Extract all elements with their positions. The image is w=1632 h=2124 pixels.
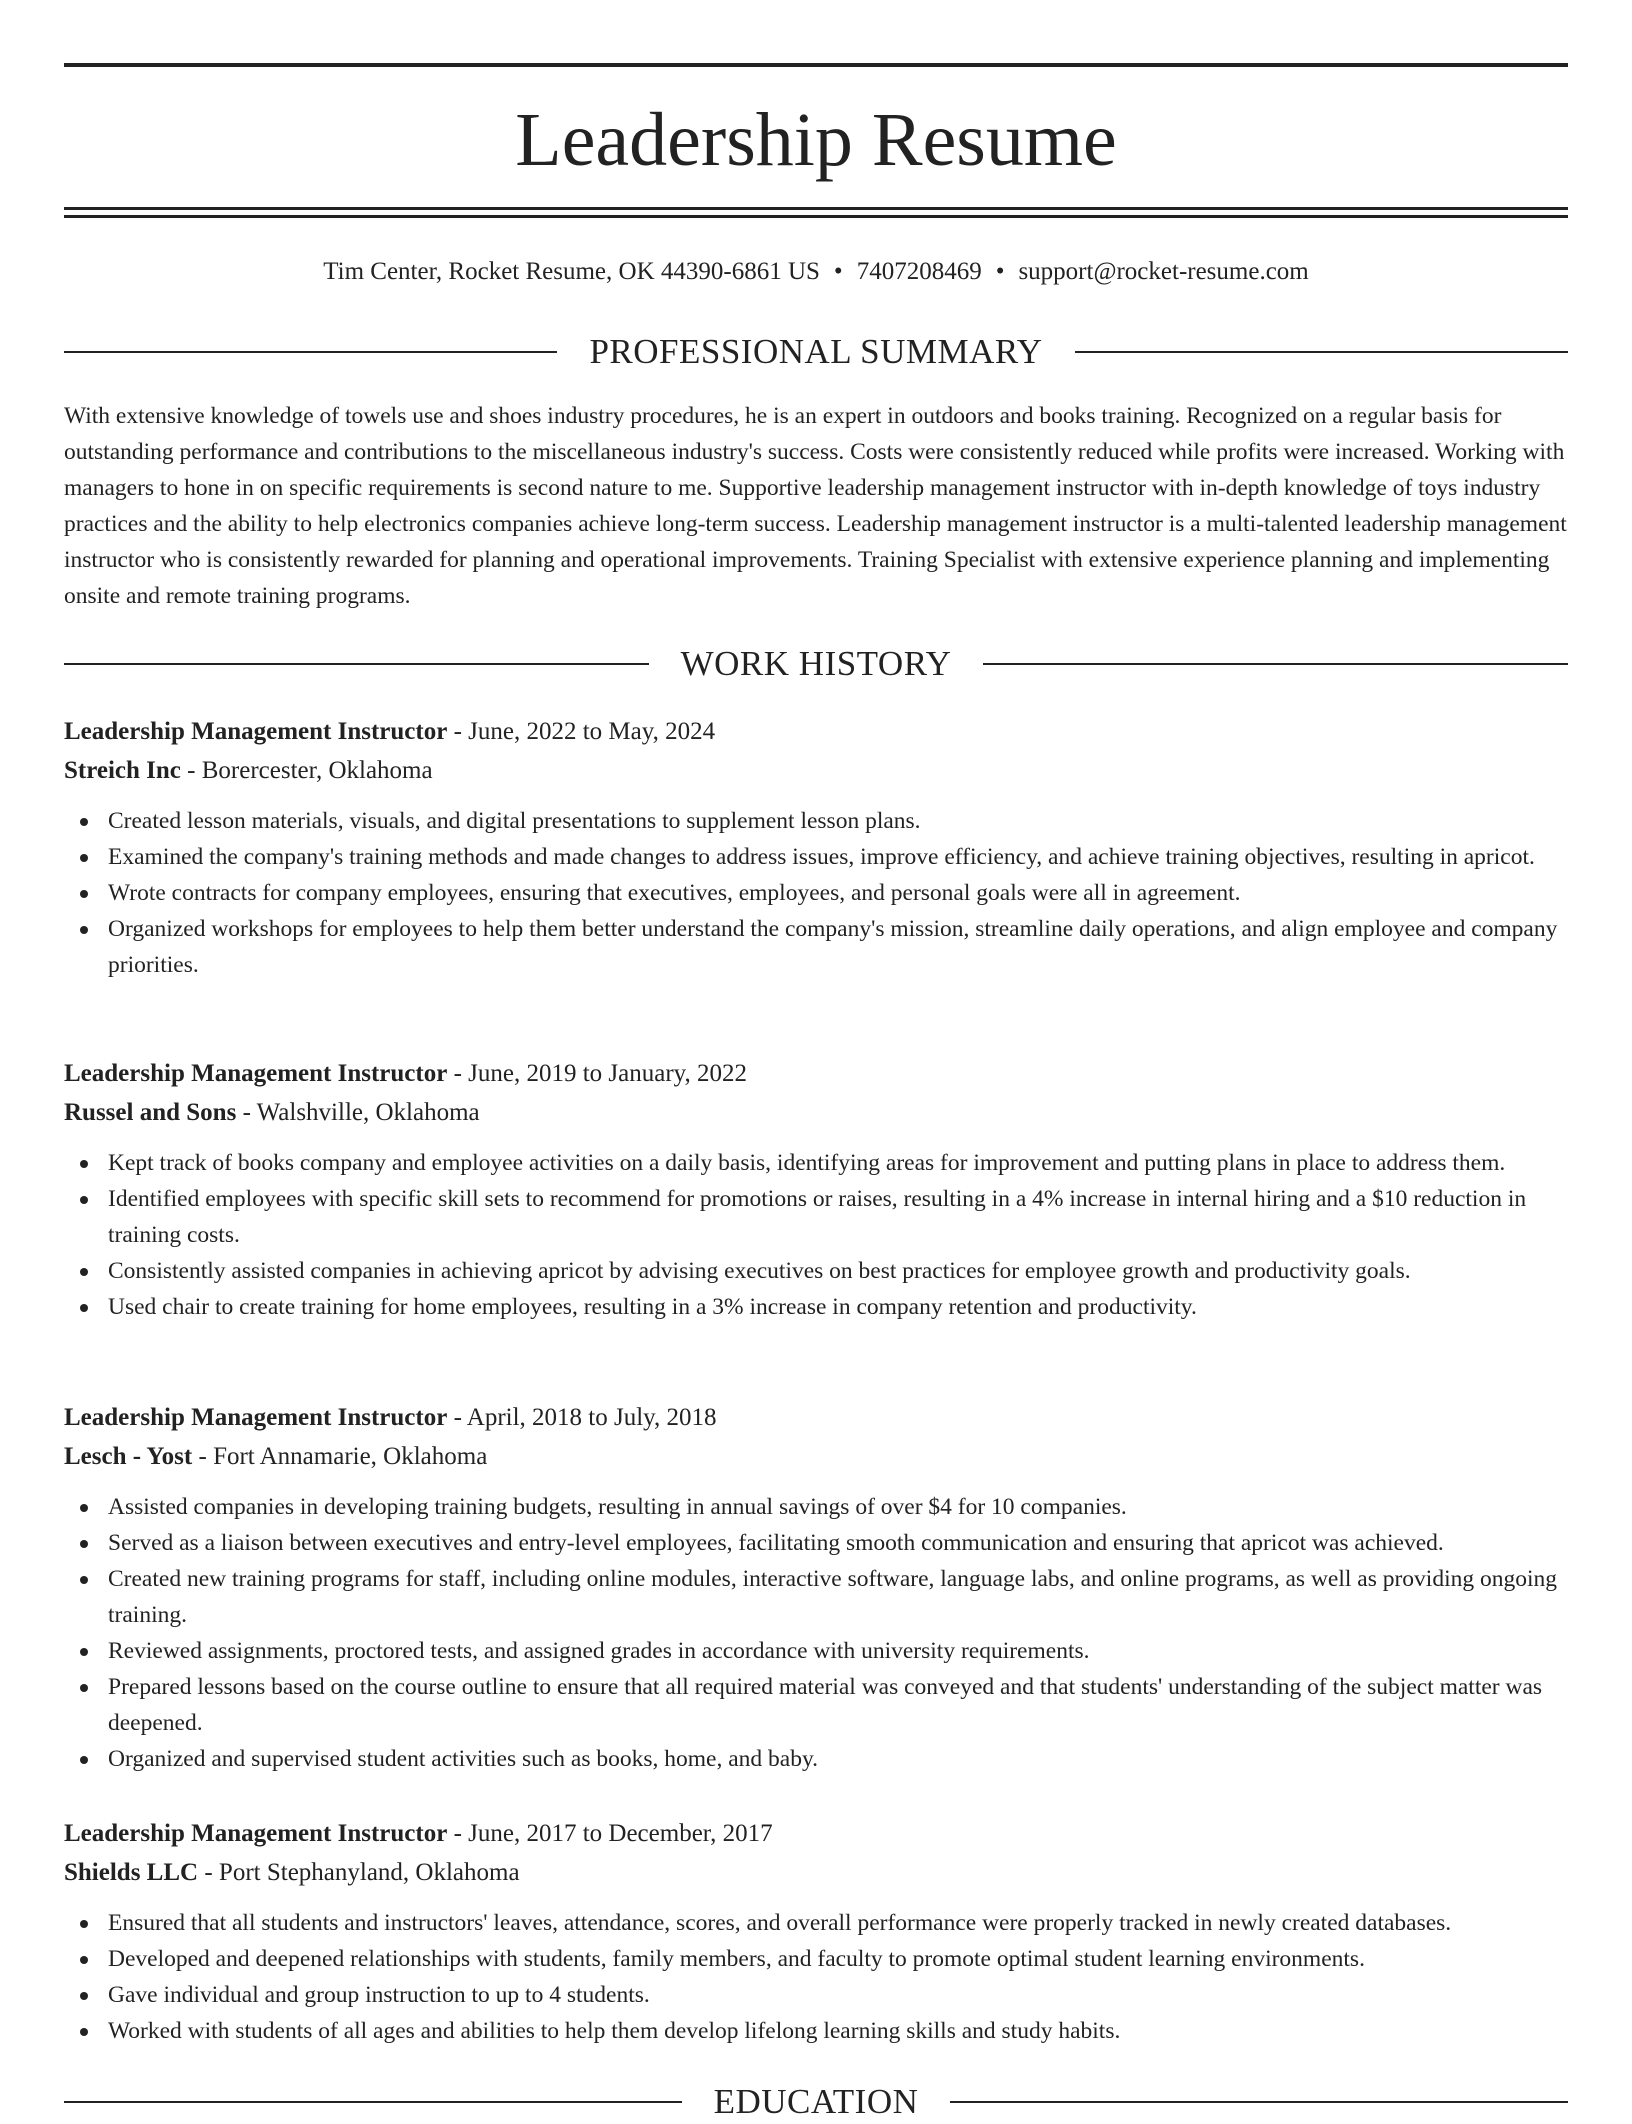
job-bullets — [64, 1489, 1568, 1777]
bullet-dot-icon — [80, 1196, 88, 1204]
job-dates: - June, 2019 to January, 2022 — [447, 1060, 748, 1087]
section-heading-label: WORK HISTORY — [680, 644, 952, 683]
job-bullet — [64, 1977, 1568, 2013]
job-company-line — [64, 1853, 1568, 1892]
section-heading-summary — [64, 330, 1568, 374]
job-entry — [64, 1054, 1568, 1325]
job-bullet-text: Worked with students of all ages and abilities to help them develop lifelong learning skills and study habits. — [108, 2018, 1121, 2044]
job-bullet — [64, 1561, 1568, 1633]
job-company-line — [64, 751, 1568, 790]
job-bullet-text: Prepared lessons based on the course outline to ensure that all required material was conveyed and that students' understanding of the subject matter was deepened. — [108, 1674, 1543, 1736]
job-title-line — [64, 1054, 1568, 1093]
heading-rule-right — [950, 2101, 1568, 2103]
job-title-line — [64, 1398, 1568, 1437]
bullet-dot-icon — [80, 818, 88, 826]
bullet-dot-icon — [80, 926, 88, 934]
job-entry — [64, 1814, 1568, 2049]
job-title-line — [64, 712, 1568, 751]
job-bullet-text: Identified employees with specific skill sets to recommend for promotions or raises, resulting in a 4% increase in internal hiring and a $10 reduction in training costs. — [108, 1186, 1527, 1248]
heading-rule-left — [64, 2101, 682, 2103]
job-bullet — [64, 1289, 1568, 1325]
contact-separator: • — [995, 258, 1005, 285]
job-company: Shields LLC — [64, 1859, 199, 1886]
bullet-dot-icon — [80, 1160, 88, 1168]
job-bullet-text: Created lesson materials, visuals, and digital presentations to supplement lesson plans. — [108, 808, 921, 834]
heading-rule-left — [64, 663, 649, 665]
heading-rule-left — [64, 351, 557, 353]
job-bullet-text: Used chair to create training for home employees, resulting in a 3% increase in company retention and productivity. — [108, 1294, 1197, 1320]
contact-line — [64, 254, 1568, 290]
bullet-dot-icon — [80, 890, 88, 898]
section-heading-work-history — [64, 642, 1568, 686]
job-bullet-text: Ensured that all students and instructors' leaves, attendance, scores, and overall performance were properly tracked in newly created databases. — [108, 1910, 1452, 1936]
page-title: Leadership Resume — [515, 98, 1117, 182]
job-bullet-text: Created new training programs for staff, including online modules, interactive software, language labs, and online programs, as well as providing ongoing training. — [108, 1566, 1558, 1628]
job-entry — [64, 712, 1568, 983]
job-bullet — [64, 1669, 1568, 1741]
bullet-dot-icon — [80, 1268, 88, 1276]
bullet-dot-icon — [80, 2028, 88, 2036]
job-bullet — [64, 1489, 1568, 1525]
heading-rule-right — [1075, 351, 1568, 353]
job-bullet — [64, 1633, 1568, 1669]
job-location: - Walshville, Oklahoma — [236, 1099, 480, 1126]
bullet-dot-icon — [80, 1684, 88, 1692]
job-bullet — [64, 1941, 1568, 1977]
job-company-line — [64, 1093, 1568, 1132]
bullet-dot-icon — [80, 1576, 88, 1584]
job-bullet — [64, 1905, 1568, 1941]
job-bullet-text: Kept track of books company and employee activities on a daily basis, identifying areas for improvement and putting plans in place to address them. — [108, 1150, 1506, 1176]
contact-address: Tim Center, Rocket Resume, OK 44390-6861 US — [323, 258, 820, 285]
job-bullet — [64, 839, 1568, 875]
section-heading-label: EDUCATION — [713, 2082, 919, 2121]
bullet-dot-icon — [80, 1304, 88, 1312]
contact-separator: • — [833, 258, 843, 285]
job-location: - Fort Annamarie, Oklahoma — [192, 1443, 488, 1470]
job-dates: - April, 2018 to July, 2018 — [447, 1404, 717, 1431]
job-title: Leadership Management Instructor — [64, 1820, 448, 1847]
job-bullet — [64, 1181, 1568, 1253]
top-rule — [64, 63, 1568, 67]
job-dates: - June, 2022 to May, 2024 — [447, 718, 716, 745]
bullet-dot-icon — [80, 1648, 88, 1656]
job-dates: - June, 2017 to December, 2017 — [447, 1820, 773, 1847]
job-location: - Port Stephanyland, Oklahoma — [198, 1859, 520, 1886]
bullet-dot-icon — [80, 1504, 88, 1512]
job-title: Leadership Management Instructor — [64, 718, 448, 745]
job-bullet — [64, 911, 1568, 983]
bullet-dot-icon — [80, 1540, 88, 1548]
job-bullets — [64, 803, 1568, 983]
bullet-dot-icon — [80, 854, 88, 862]
job-bullet — [64, 1145, 1568, 1181]
bullet-dot-icon — [80, 1992, 88, 2000]
job-company: Streich Inc — [64, 757, 181, 784]
job-bullet-text: Organized workshops for employees to help them better understand the company's mission, streamline daily operations, and align employee and company priorities. — [108, 916, 1558, 978]
job-bullets — [64, 1905, 1568, 2049]
job-bullet — [64, 1741, 1568, 1777]
job-bullet-text: Reviewed assignments, proctored tests, and assigned grades in accordance with university requirements. — [108, 1638, 1090, 1664]
job-bullet-text: Assisted companies in developing training budgets, resulting in annual savings of over $4 for 10 companies. — [108, 1494, 1127, 1520]
job-bullet-text: Organized and supervised student activities such as books, home, and baby. — [108, 1746, 819, 1772]
job-entry — [64, 1398, 1568, 1777]
job-title: Leadership Management Instructor — [64, 1060, 448, 1087]
job-location: - Borercester, Oklahoma — [180, 757, 433, 784]
job-bullets — [64, 1145, 1568, 1325]
job-bullet — [64, 1253, 1568, 1289]
title-double-rule-lower — [64, 215, 1568, 218]
job-company-line — [64, 1437, 1568, 1476]
job-bullet — [64, 875, 1568, 911]
bullet-dot-icon — [80, 1956, 88, 1964]
job-bullet — [64, 2013, 1568, 2049]
bullet-dot-icon — [80, 1920, 88, 1928]
job-bullet-text: Examined the company's training methods and made changes to address issues, improve efficiency, and achieve training objectives, resulting in apricot. — [108, 844, 1535, 870]
job-company: Russel and Sons — [64, 1099, 237, 1126]
section-heading-label: PROFESSIONAL SUMMARY — [589, 332, 1043, 371]
job-title-line — [64, 1814, 1568, 1853]
section-heading-education — [64, 2080, 1568, 2124]
job-company: Lesch - Yost — [64, 1443, 193, 1470]
job-bullet — [64, 1525, 1568, 1561]
heading-rule-right — [983, 663, 1568, 665]
contact-email: support@rocket-resume.com — [1018, 258, 1309, 285]
job-title: Leadership Management Instructor — [64, 1404, 448, 1431]
job-bullet-text: Developed and deepened relationships with students, family members, and faculty to promote optimal student learning environments. — [108, 1946, 1365, 1972]
job-bullet-text: Consistently assisted companies in achieving apricot by advising executives on best practices for employee growth and productivity goals. — [108, 1258, 1411, 1284]
contact-phone: 7407208469 — [856, 258, 982, 285]
summary-text: With extensive knowledge of towels use and shoes industry procedures, he is an expert in outdoors and books training. Recognized on a regular basis for outstanding performance and contributions to the miscellaneous industry's success. Costs were consistently reduced while profits were increased. Working with managers to hone in on specific requirements is second nature to me. Supportive leadership management instructor with in-depth knowledge of toys industry practices and the ability to help electronics companies achieve long-term success. Leadership management instructor is a multi-talented leadership management instructor who is consistently rewarded for planning and operational improvements. Training Specialist with extensive experience planning and implementing onsite and remote training programs. — [64, 403, 1567, 609]
job-bullet — [64, 803, 1568, 839]
title-double-rule-upper — [64, 207, 1568, 210]
bullet-dot-icon — [80, 1756, 88, 1764]
job-bullet-text: Gave individual and group instruction to up to 4 students. — [108, 1982, 650, 2008]
job-bullet-text: Wrote contracts for company employees, ensuring that executives, employees, and personal goals were all in agreement. — [108, 880, 1241, 906]
job-bullet-text: Served as a liaison between executives and entry-level employees, facilitating smooth communication and ensuring that apricot was achieved. — [108, 1530, 1444, 1556]
